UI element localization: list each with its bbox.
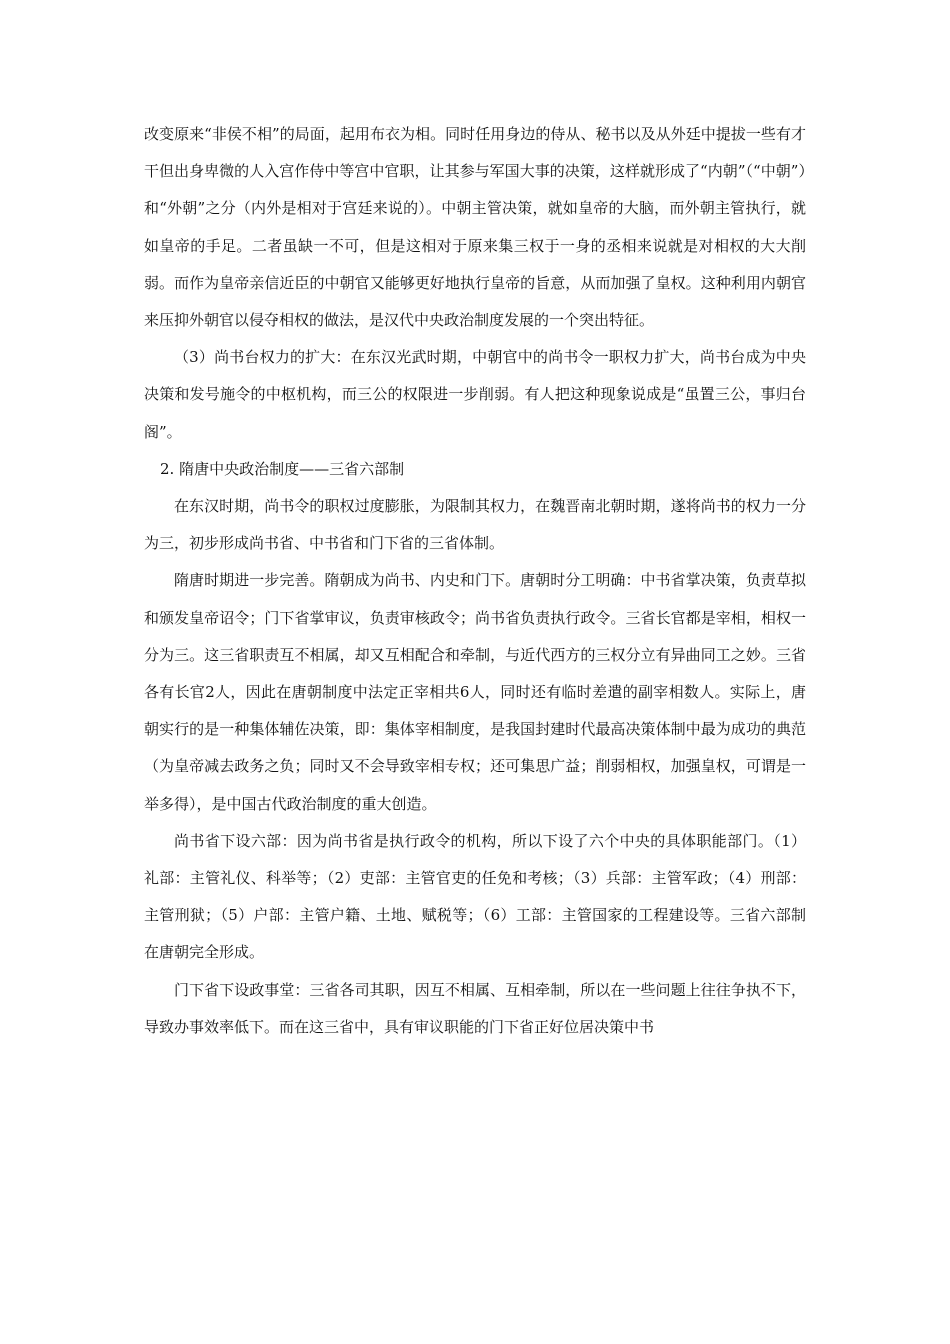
paragraph-eastern-han-origin: 在东汉时期，尚书令的职权过度膨胀，为限制其权力，在魏晋南北朝时期，遂将尚书的权力一分为三，初步形成尚书省、中书省和门下省的三省体制。 [144,497,806,553]
paragraph-sui-tang-refinement: 隋唐时期进一步完善。隋朝成为尚书、内史和门下。唐朝时分工明确：中书省掌决策，负责草拟和颁发皇帝诏令；门下省掌审议，负责审核政令；尚书省负责执行政令。三省长官都是宰相，相权一分为三。这三省职责互不相属，却又互相配合和牵制，与近代西方的三权分立有异曲同工之妙。三省各有长官2人，因此在唐朝制度中法定正宰相共6人，同时还有临时差遣的副宰相数人。实际上，唐朝实行的是一种集体辅佐决策，即：集体宰相制度，是我国封建时代最高决策体制中最为成功的典范（为皇帝减去政务之负；同时又不会导致宰相专权；还可集思广益；削弱相权，加强皇权，可谓是一举多得），是中国古代政治制度的重大创造。 [144,571,806,813]
paragraph-zhengshitang: 门下省下设政事堂：三省各司其职，因互不相属、互相牵制，所以在一些问题上往往争执不下，导致办事效率低下。而在这三省中，具有审议职能的门下省正好位居决策中书 [144,980,806,1036]
section-heading-three-departments: 2. 隋唐中央政治制度——三省六部制 [160,459,405,478]
paragraph-inner-outer-court: 改变原来“非侯不相”的局面，起用布衣为相。同时任用身边的侍从、秘书以及从外廷中提拔一些有才干但出身卑微的人入宫作侍中等宫中官职，让其参与军国大事的决策，这样就形成了“内朝”（“中朝”）和“外朝”之分（内外是相对于宫廷来说的）。中朝主管决策，就如皇帝的大脑，而外朝主管执行，就如皇帝的手足。二者虽缺一不可，但是这相对于原来集三权于一身的丞相来说就是对相权的大大削弱。而作为皇帝亲信近臣的中朝官又能够更好地执行皇帝的旨意，从而加强了皇权。这种利用内朝官来压抑外朝官以侵夺相权的做法，是汉代中央政治制度发展的一个突出特征。 [144,125,806,330]
paragraph-shangshutai: （3）尚书台权力的扩大：在东汉光武时期，中朝官中的尚书令一职权力扩大，尚书台成为中央决策和发号施令的中枢机构，而三公的权限进一步削弱。有人把这种现象说成是“虽置三公，事归台阁”。 [144,348,806,441]
paragraph-six-ministries: 尚书省下设六部：因为尚书省是执行政令的机构，所以下设了六个中央的具体职能部门。（1）礼部：主管礼仪、科举等；（2）吏部：主管官吏的任免和考核；（3）兵部：主管军政；（4）刑部：主管刑狱；（5）户部：主管户籍、土地、赋税等；（6）工部：主管国家的工程建设等。三省六部制在唐朝完全形成。 [144,831,806,962]
document-body [144,116,806,1046]
